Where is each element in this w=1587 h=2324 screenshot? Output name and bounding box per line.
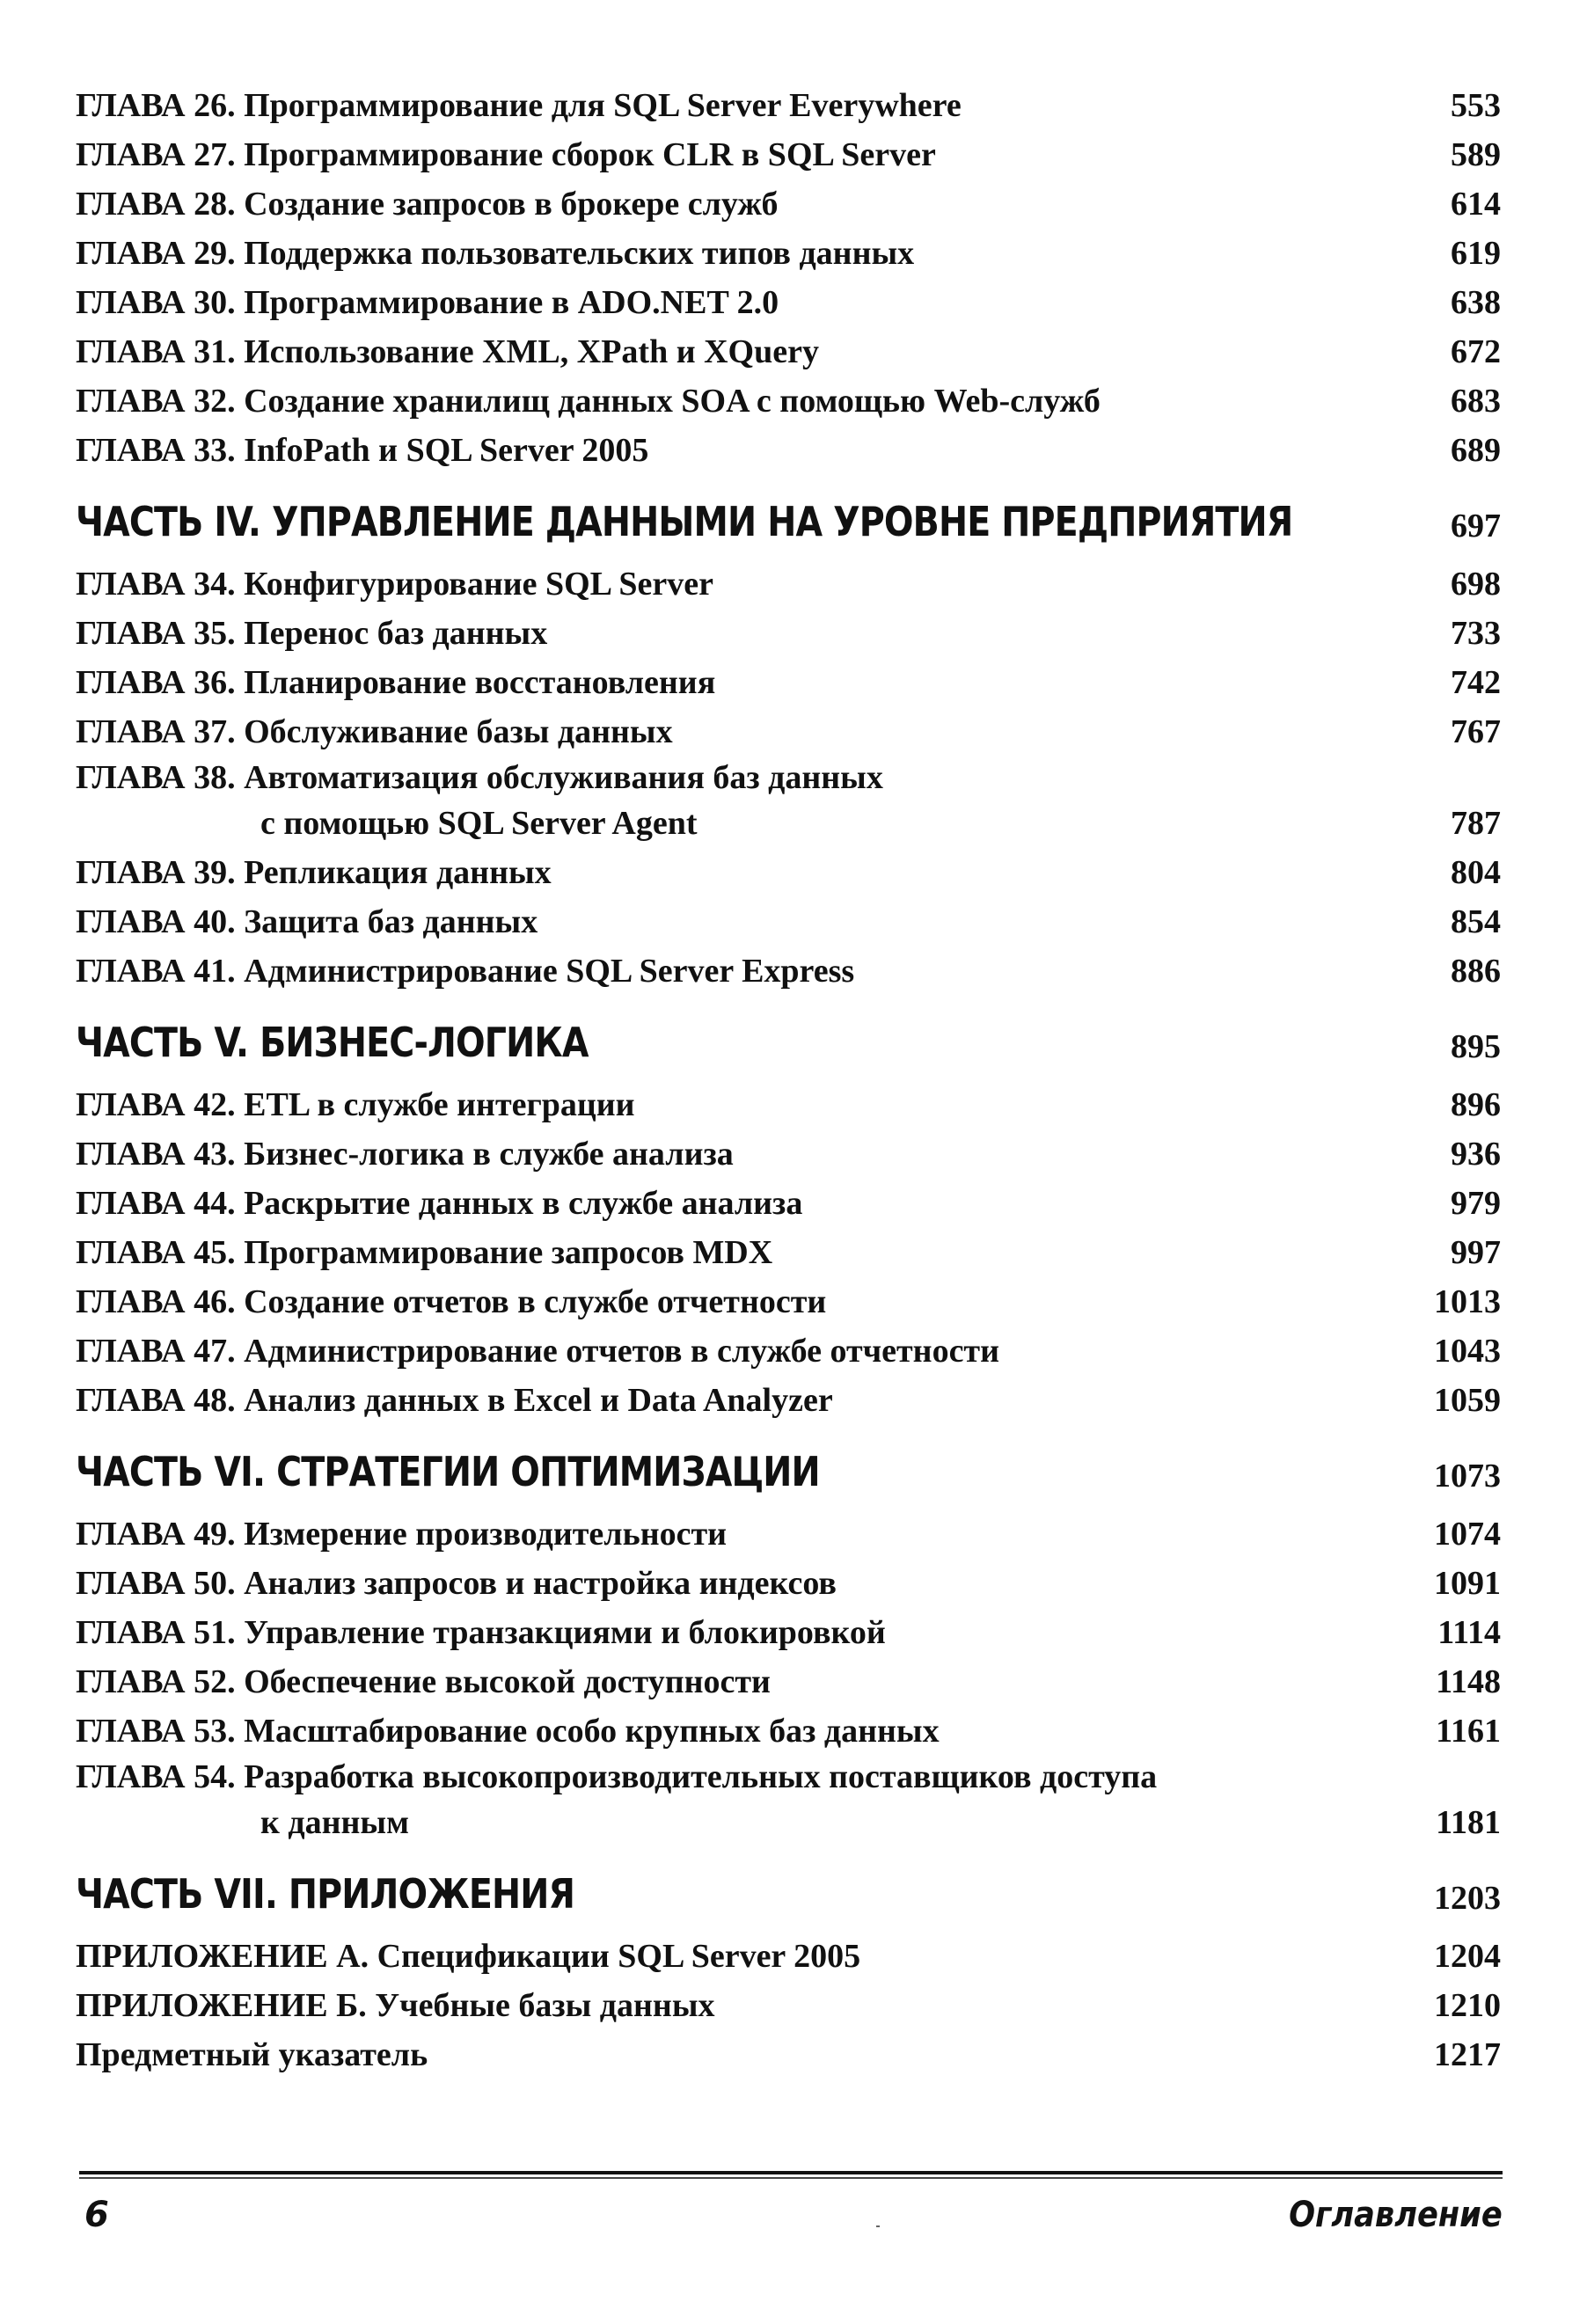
toc-entry-label: ГЛАВА 47. Администрирование отчетов в службе отчетности — [76, 1333, 999, 1370]
toc-entry-label: ПРИЛОЖЕНИЕ А. Спецификации SQL Server 2005 — [76, 1938, 861, 1975]
toc-entry-label: ГЛАВА 41. Администрирование SQL Server Express — [76, 953, 855, 990]
toc-entry-chapter-46[interactable] — [76, 1277, 1501, 1326]
toc-entry-label: ГЛАВА 50. Анализ запросов и настройка индексов — [76, 1565, 837, 1602]
footer-rule — [79, 2171, 1503, 2174]
toc-entry-chapter-47[interactable] — [76, 1326, 1501, 1376]
toc-entry-label: ГЛАВА 38. Автоматизация обслуживания баз данных — [76, 759, 883, 796]
toc-entry-page: 1148 — [1436, 1663, 1501, 1700]
toc-entry-page: 614 — [1451, 186, 1501, 223]
toc-entry-page: 589 — [1451, 136, 1501, 173]
part-page: 895 — [1451, 1028, 1501, 1065]
toc-entry-page: 1114 — [1437, 1614, 1501, 1651]
toc-entry-label: ГЛАВА 36. Планирование восстановления — [76, 664, 716, 701]
toc-entry-chapter-41[interactable] — [76, 946, 1501, 996]
toc-entry-chapter-40[interactable] — [76, 897, 1501, 946]
toc-entry-label: ГЛАВА 48. Анализ данных в Excel и Data Analyzer — [76, 1382, 833, 1419]
toc-entry-chapter-54[interactable] — [76, 1756, 1501, 1847]
toc-entry-label: ГЛАВА 32. Создание хранилищ данных SOA с помощью Web-служб — [76, 383, 1101, 420]
toc-entry-chapter-51[interactable] — [76, 1608, 1501, 1657]
toc-entry-page: 742 — [1451, 664, 1501, 701]
toc-entry-page: 683 — [1451, 383, 1501, 420]
toc-entry-label: ГЛАВА 52. Обеспечение высокой доступности — [76, 1663, 771, 1700]
toc-entry-page: 1059 — [1434, 1382, 1501, 1419]
toc-entry-chapter-29[interactable] — [76, 229, 1501, 278]
toc-entry-page: 1217 — [1434, 2036, 1501, 2073]
toc-entry-chapter-43[interactable] — [76, 1129, 1501, 1179]
toc-entry-label-continuation: к данным — [260, 1804, 409, 1841]
toc-part-5-heading[interactable] — [76, 996, 1501, 1080]
toc-entry-chapter-49[interactable] — [76, 1509, 1501, 1559]
toc-part-6-heading[interactable] — [76, 1425, 1501, 1509]
toc-entry-label: ГЛАВА 54. Разработка высокопроизводительных поставщиков доступа — [76, 1758, 1158, 1795]
toc-entry-chapter-31[interactable] — [76, 327, 1501, 376]
toc-entry-page: 854 — [1451, 903, 1501, 940]
toc-entry-label: ГЛАВА 53. Масштабирование особо крупных баз данных — [76, 1713, 940, 1750]
part-title: ЧАСТЬ VI. СТРАТЕГИИ ОПТИМИЗАЦИИ — [76, 1448, 820, 1495]
toc-entry-label: ГЛАВА 26. Программирование для SQL Server Everywhere — [76, 87, 962, 124]
toc-entry-chapter-42[interactable] — [76, 1080, 1501, 1129]
toc-entry-chapter-38[interactable] — [76, 756, 1501, 848]
footer-speck — [876, 2225, 880, 2227]
toc-entry-label: ГЛАВА 40. Защита баз данных — [76, 903, 538, 940]
toc-entry-page: 1210 — [1434, 1987, 1501, 2024]
part-title: ЧАСТЬ VII. ПРИЛОЖЕНИЯ — [76, 1870, 575, 1918]
toc-entry-label: ГЛАВА 44. Раскрытие данных в службе анализа — [76, 1185, 803, 1222]
toc-entry-chapter-27[interactable] — [76, 130, 1501, 179]
toc-entry-page: 698 — [1451, 566, 1501, 603]
toc-entry-page: 553 — [1451, 87, 1501, 124]
toc-entry-label: ГЛАВА 29. Поддержка пользовательских типов данных — [76, 235, 915, 272]
footer-page-number: 6 — [84, 2195, 109, 2235]
toc-entry-chapter-32[interactable] — [76, 376, 1501, 426]
toc-entry-label: ГЛАВА 45. Программирование запросов MDX — [76, 1234, 773, 1271]
toc-entry-page: 886 — [1451, 953, 1501, 990]
toc-entry-label: ГЛАВА 39. Репликация данных — [76, 854, 552, 891]
toc-entry-chapter-50[interactable] — [76, 1559, 1501, 1608]
part-page: 1073 — [1434, 1458, 1501, 1495]
toc-entry-chapter-44[interactable] — [76, 1179, 1501, 1228]
toc-entry-chapter-37[interactable] — [76, 707, 1501, 756]
toc-entry-page: 1161 — [1436, 1713, 1501, 1750]
toc-entry-page: 936 — [1451, 1136, 1501, 1173]
toc-entry-label: ГЛАВА 46. Создание отчетов в службе отчетности — [76, 1283, 827, 1320]
toc-entry-chapter-52[interactable] — [76, 1657, 1501, 1706]
toc-entry-chapter-33[interactable] — [76, 426, 1501, 475]
toc-entry-label: ГЛАВА 49. Измерение производительности — [76, 1516, 728, 1553]
toc-entry-label: ГЛАВА 31. Использование XML, XPath и XQuery — [76, 333, 819, 370]
toc-entry-chapter-39[interactable] — [76, 848, 1501, 897]
part-page: 1203 — [1434, 1880, 1501, 1917]
toc-part-7-heading[interactable] — [76, 1847, 1501, 1932]
toc-entry-page: 619 — [1451, 235, 1501, 272]
part-title: ЧАСТЬ IV. УПРАВЛЕНИЕ ДАННЫМИ НА УРОВНЕ ПРЕДПРИЯТИЯ — [76, 498, 1293, 545]
toc-entry-page: 997 — [1451, 1234, 1501, 1271]
toc-entry-label: ГЛАВА 28. Создание запросов в брокере служб — [76, 186, 779, 223]
toc-entry-page: 672 — [1451, 333, 1501, 370]
toc-entry-page: 1043 — [1434, 1333, 1501, 1370]
toc-entry-page: 896 — [1451, 1086, 1501, 1123]
toc-entry-chapter-26[interactable] — [76, 81, 1501, 130]
toc-entry-appendix-a[interactable] — [76, 1932, 1501, 1981]
toc-part-4-heading[interactable] — [76, 475, 1501, 559]
toc-entry-label: ГЛАВА 34. Конфигурирование SQL Server — [76, 566, 714, 603]
toc-entry-page: 1204 — [1434, 1938, 1501, 1975]
toc-entry-label-continuation: с помощью SQL Server Agent — [260, 805, 698, 842]
part-page: 697 — [1451, 508, 1501, 544]
toc-entry-chapter-53[interactable] — [76, 1706, 1501, 1756]
toc-entry-page: 638 — [1451, 284, 1501, 321]
toc-entry-page: 1074 — [1434, 1516, 1501, 1553]
toc-entry-page: 979 — [1451, 1185, 1501, 1222]
toc-entry-label: ГЛАВА 37. Обслуживание базы данных — [76, 713, 673, 750]
toc-entry-label: ГЛАВА 35. Перенос баз данных — [76, 615, 548, 652]
toc-entry-label: ГЛАВА 51. Управление транзакциями и блокировкой — [76, 1614, 886, 1651]
toc-entry-label: ГЛАВА 30. Программирование в ADO.NET 2.0 — [76, 284, 779, 321]
footer-rule-thin — [79, 2177, 1503, 2179]
toc-entry-index[interactable] — [76, 2030, 1501, 2079]
toc-entry-page: 733 — [1451, 615, 1501, 652]
toc-entry-chapter-45[interactable] — [76, 1228, 1501, 1277]
toc-entry-page: 804 — [1451, 854, 1501, 891]
toc-entry-chapter-28[interactable] — [76, 179, 1501, 229]
toc-entry-chapter-36[interactable] — [76, 658, 1501, 707]
toc-entry-chapter-30[interactable] — [76, 278, 1501, 327]
toc-entry-page: 1013 — [1434, 1283, 1501, 1320]
part-title: ЧАСТЬ V. БИЗНЕС-ЛОГИКА — [76, 1019, 589, 1066]
toc-entry-label: ГЛАВА 33. InfoPath и SQL Server 2005 — [76, 432, 649, 469]
toc-entry-label: ГЛАВА 27. Программирование сборок CLR в SQL Server — [76, 136, 936, 173]
toc-entry-label: ПРИЛОЖЕНИЕ Б. Учебные базы данных — [76, 1987, 715, 2024]
footer-section-title: Оглавление — [1289, 2195, 1503, 2235]
toc-entry-page: 767 — [1451, 713, 1501, 750]
toc-entry-appendix-b[interactable] — [76, 1981, 1501, 2030]
toc-entry-label: Предметный указатель — [76, 2036, 428, 2073]
toc-entry-chapter-35[interactable] — [76, 609, 1501, 658]
table-of-contents — [76, 81, 1501, 2079]
toc-entry-label: ГЛАВА 43. Бизнес-логика в службе анализа — [76, 1136, 734, 1173]
toc-entry-page: 1091 — [1434, 1565, 1501, 1602]
toc-entry-page: 787 — [1451, 805, 1501, 842]
toc-entry-chapter-34[interactable] — [76, 559, 1501, 609]
toc-entry-label: ГЛАВА 42. ETL в службе интеграции — [76, 1086, 635, 1123]
toc-entry-page: 1181 — [1436, 1804, 1501, 1841]
toc-entry-page: 689 — [1451, 432, 1501, 469]
toc-entry-chapter-48[interactable] — [76, 1376, 1501, 1425]
